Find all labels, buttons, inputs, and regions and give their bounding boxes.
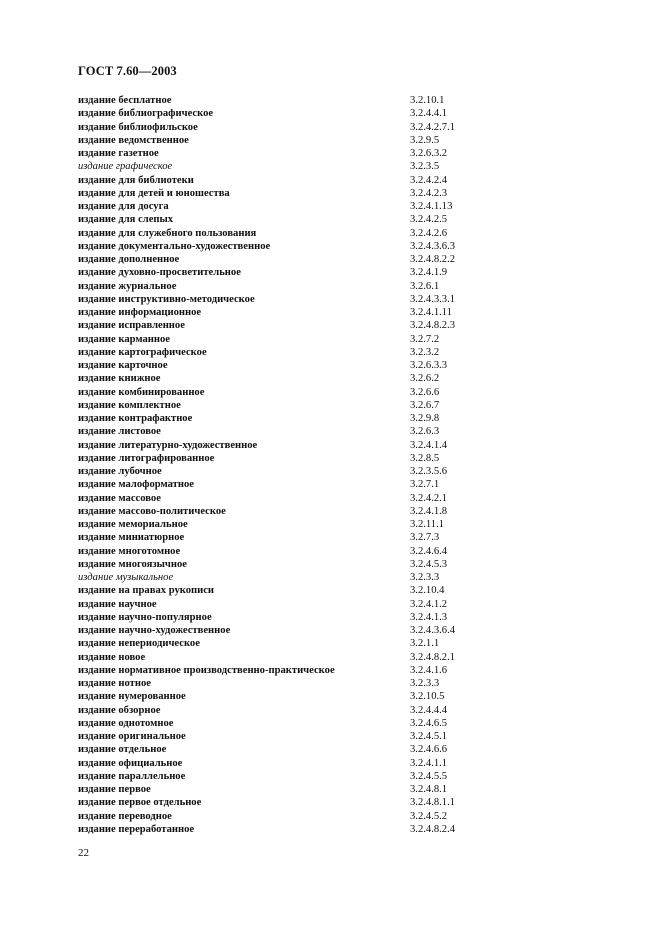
index-term: издание бесплатное [78,95,172,106]
index-entry [78,121,498,134]
page-number: 22 [78,847,89,859]
index-term: издание мемориальное [78,519,188,530]
index-code: 3.2.6.7 [410,399,440,411]
index-code: 3.2.4.1.2 [410,598,448,610]
index-code: 3.2.4.5.3 [410,558,448,570]
index-code: 3.2.4.1.11 [410,307,452,318]
index-term: издание научное [78,598,157,610]
index-entry [78,770,498,783]
index-entry [78,743,498,756]
index-entry [78,651,498,664]
index-entry [78,558,498,571]
index-term: издание для библиотеки [78,174,194,186]
index-entry [78,730,498,743]
index-term: издание новое [78,651,146,663]
document-header: ГОСТ 7.60—2003 [78,64,177,78]
index-term: издание лубочное [78,466,162,477]
term-index-list [78,94,498,836]
index-term: издание журнальное [78,280,177,292]
index-code: 3.2.4.2.4 [410,174,448,186]
index-term: издание официальное [78,757,183,769]
index-term: издание первое отдельное [78,797,202,809]
index-entry [78,187,498,200]
index-code: 3.2.4.8.2.4 [410,823,456,835]
index-entry [78,783,498,796]
index-entry [78,704,498,717]
index-code: 3.2.10.4 [410,585,445,597]
index-term: издание листовое [78,426,161,438]
index-term: издание научно-художественное [78,625,231,636]
index-code: 3.2.4.3.6.3 [410,240,456,252]
index-code: 3.2.4.8.1.1 [410,797,456,809]
index-term: издание научно-популярное [78,611,212,623]
index-term: издание для слепых [78,214,174,226]
index-code: 3.2.3.5.6 [410,466,448,477]
index-entry [78,227,498,240]
index-entry [78,531,498,544]
index-term: издание отдельное [78,744,167,756]
index-term: издание ведомственное [78,134,189,146]
index-entry [78,492,498,505]
index-code: 3.2.7.2 [410,333,440,345]
index-code: 3.2.6.3 [410,426,440,438]
index-code: 3.2.4.5.5 [410,770,448,782]
index-code: 3.2.4.2.5 [410,214,448,226]
index-entry [78,584,498,597]
index-entry [78,465,498,478]
index-term: издание нумерованное [78,691,186,703]
index-code: 3.2.4.3.6.4 [410,625,456,636]
index-code: 3.2.6.1 [410,280,440,292]
index-code: 3.2.4.1.6 [410,664,448,676]
index-term: издание исправленное [78,320,185,332]
index-entry [78,346,498,359]
index-code: 3.2.4.8.2.2 [410,254,456,265]
index-term: издание картографическое [78,346,207,358]
index-term: издание комплектное [78,399,181,411]
index-entry [78,399,498,412]
index-code: 3.2.8.5 [410,452,440,464]
index-entry [78,147,498,160]
index-code: 3.2.4.8.1 [410,784,448,795]
index-code: 3.2.6.3.3 [410,360,448,371]
index-code: 3.2.3.3 [410,572,440,583]
index-entry [78,545,498,558]
index-term: издание непериодическое [78,638,200,650]
index-code: 3.2.6.6 [410,386,440,398]
index-entry [78,439,498,452]
index-entry [78,372,498,385]
index-entry [78,425,498,438]
index-code: 3.2.11.1 [410,519,445,530]
index-term: издание для досуга [78,201,169,212]
index-code: 3.2.4.1.9 [410,267,448,279]
index-code: 3.2.4.1.13 [410,201,453,212]
index-term: издание массовое [78,492,161,504]
index-entry [78,240,498,253]
index-term: издание многотомное [78,545,181,557]
index-term: издание массово-политическое [78,505,226,517]
index-code: 3.2.7.1 [410,479,440,491]
index-term: издание книжное [78,373,161,385]
index-entry [78,213,498,226]
index-term: издание библиографическое [78,108,214,120]
index-code: 3.2.3.2 [410,346,440,358]
index-term: издание литературно-художественное [78,439,258,451]
index-code: 3.2.4.5.2 [410,810,448,822]
index-entry [78,280,498,293]
index-term: издание контрафактное [78,413,193,424]
index-entry [78,253,498,266]
index-code: 3.2.4.4.4 [410,704,448,716]
index-term: издание музыкальное [78,572,174,583]
index-term: издание нормативное производственно-практическое [78,664,335,676]
index-term: издание комбинированное [78,386,205,398]
index-code: 3.2.6.2 [410,373,440,385]
index-entry [78,823,498,836]
index-entry [78,293,498,306]
index-code: 3.2.9.5 [410,134,440,146]
index-term: издание на правах рукописи [78,585,215,597]
index-term: издание малоформатное [78,479,194,491]
index-code: 3.2.4.1.3 [410,611,448,623]
index-entry [78,174,498,187]
index-term: издание информационное [78,307,202,318]
index-code: 3.2.3.3 [410,678,440,689]
index-code: 3.2.1.1 [410,638,440,650]
index-term: издание однотомное [78,717,174,729]
index-entry [78,386,498,399]
index-code: 3.2.4.6.6 [410,744,448,756]
index-code: 3.2.3.5 [410,161,440,173]
index-term: издание параллельное [78,770,186,782]
index-code: 3.2.7.3 [410,532,440,544]
index-term: издание карманное [78,333,171,345]
index-entry [78,637,498,650]
index-entry [78,717,498,730]
index-code: 3.2.4.4.1 [410,108,448,120]
index-code: 3.2.10.5 [410,691,445,703]
index-term: издание переработанное [78,823,195,835]
index-code: 3.2.4.2.7.1 [410,121,456,133]
index-entry [78,266,498,279]
index-entry [78,677,498,690]
index-entry [78,624,498,637]
index-term: издание переводное [78,810,172,822]
index-entry [78,319,498,332]
index-entry [78,306,498,319]
index-term: издание обзорное [78,704,161,716]
index-entry [78,611,498,624]
index-entry [78,571,498,584]
index-term: издание литографированное [78,452,215,464]
index-entry [78,333,498,346]
index-code: 3.2.4.2.6 [410,227,448,239]
index-entry [78,412,498,425]
index-code: 3.2.4.6.5 [410,717,448,729]
index-code: 3.2.4.1.1 [410,757,448,769]
index-entry [78,452,498,465]
index-code: 3.2.10.1 [410,95,445,106]
index-term: издание миниатюрное [78,532,185,544]
index-code: 3.2.4.8.2.1 [410,651,456,663]
index-entry [78,200,498,213]
index-code: 3.2.4.1.8 [410,505,448,517]
index-code: 3.2.4.3.3.1 [410,293,456,305]
index-entry [78,664,498,677]
index-entry [78,598,498,611]
index-term: издание документально-художественное [78,240,271,252]
index-entry [78,94,498,107]
index-term: издание графическое [78,161,173,173]
index-term: издание карточное [78,360,168,371]
index-entry [78,810,498,823]
index-entry [78,796,498,809]
index-entry [78,134,498,147]
index-entry [78,107,498,120]
index-code: 3.2.4.1.4 [410,439,448,451]
index-code: 3.2.9.8 [410,413,440,424]
index-code: 3.2.4.6.4 [410,545,448,557]
index-term: издание духовно-просветительное [78,267,241,279]
index-entry [78,505,498,518]
index-term: издание оригинальное [78,731,186,742]
index-term: издание газетное [78,148,159,159]
index-code: 3.2.6.3.2 [410,148,448,159]
index-term: издание многоязычное [78,558,187,570]
index-term: издание инструктивно-методическое [78,293,255,305]
index-code: 3.2.4.2.3 [410,187,448,199]
index-term: издание первое [78,784,151,795]
index-term: издание дополненное [78,254,180,265]
index-entry [78,359,498,372]
index-entry [78,160,498,173]
index-term: издание библиофильское [78,121,198,133]
index-entry [78,757,498,770]
index-entry [78,478,498,491]
index-code: 3.2.4.8.2.3 [410,320,456,332]
index-term: издание для детей и юношества [78,187,230,199]
index-entry [78,518,498,531]
index-term: издание для служебного пользования [78,227,257,239]
index-entry [78,690,498,703]
index-code: 3.2.4.5.1 [410,731,448,742]
index-term: издание нотное [78,678,151,689]
index-code: 3.2.4.2.1 [410,492,448,504]
